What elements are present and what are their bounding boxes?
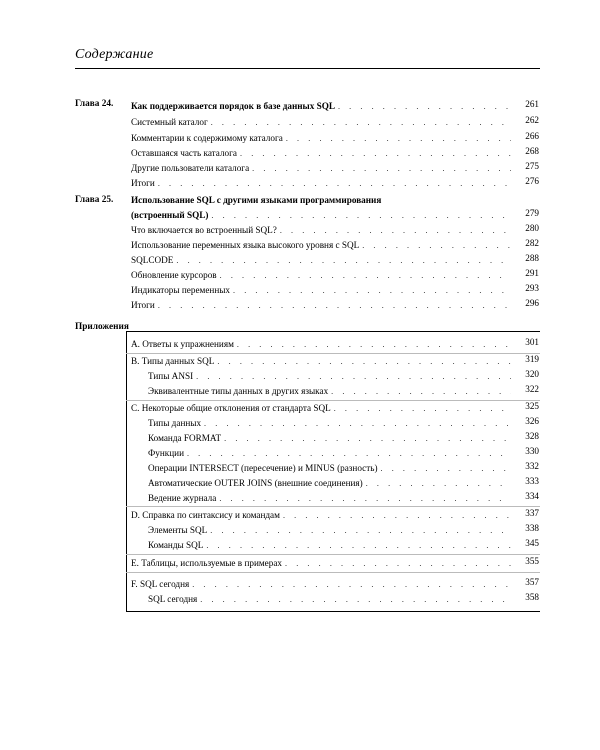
toc-item[interactable] bbox=[0, 415, 600, 428]
dot-leader bbox=[338, 98, 511, 113]
page-number: 268 bbox=[525, 146, 539, 156]
dot-leader bbox=[286, 130, 511, 145]
toc-item[interactable] bbox=[0, 490, 600, 503]
page-number: 293 bbox=[525, 283, 539, 293]
dot-leader bbox=[233, 282, 511, 297]
toc-item-title: Обновление курсоров bbox=[131, 270, 217, 280]
dot-leader bbox=[240, 145, 511, 160]
toc-item-title: Операции INTERSECT (пересечение) и MINUS (разность) bbox=[148, 463, 378, 473]
toc-item[interactable] bbox=[0, 237, 600, 250]
toc-item-title: Использование переменных языка высокого уровня с SQL bbox=[131, 240, 360, 250]
page-number: 328 bbox=[525, 431, 539, 441]
page-number: 322 bbox=[525, 384, 539, 394]
toc-item-title: Типы ANSI bbox=[148, 371, 194, 381]
toc-item-title: Функции bbox=[148, 448, 184, 458]
toc-item-title: Индикаторы переменных bbox=[131, 285, 231, 295]
appendix-section-title: С. Некоторые общие отклонения от стандарта SQL bbox=[131, 403, 331, 413]
page-header-title: Содержание bbox=[75, 47, 154, 62]
dot-leader bbox=[219, 490, 511, 505]
dot-leader bbox=[187, 445, 511, 460]
toc-item[interactable] bbox=[0, 445, 600, 458]
appendix-section-row[interactable] bbox=[0, 555, 600, 568]
chapter-24-row[interactable] bbox=[0, 98, 600, 111]
chapter-title: Как поддерживается порядок в базе данных SQL bbox=[131, 101, 335, 111]
page-number: 288 bbox=[525, 253, 539, 263]
toc-item[interactable] bbox=[0, 522, 600, 535]
toc-item[interactable] bbox=[0, 460, 600, 473]
page-number: 357 bbox=[525, 577, 539, 587]
toc-item-title: Типы данных bbox=[148, 418, 202, 428]
toc-item-title: Другие пользователи каталога bbox=[131, 163, 250, 173]
dot-leader bbox=[211, 207, 511, 222]
appendix-frame-top bbox=[126, 331, 540, 332]
page-number: 345 bbox=[525, 538, 539, 548]
dot-leader bbox=[224, 430, 511, 445]
dot-leader bbox=[331, 383, 511, 398]
dot-leader bbox=[196, 368, 511, 383]
dot-leader bbox=[237, 336, 511, 351]
page-number: 266 bbox=[525, 131, 539, 141]
appendix-section-row[interactable] bbox=[0, 576, 600, 589]
page-number: 330 bbox=[525, 446, 539, 456]
appendix-section-title: В. Типы данных SQL bbox=[131, 356, 215, 366]
dot-leader bbox=[217, 353, 511, 368]
toc-item[interactable] bbox=[0, 160, 600, 173]
appendix-heading: Приложения bbox=[75, 322, 129, 332]
page-number: 320 bbox=[525, 369, 539, 379]
toc-item[interactable] bbox=[0, 175, 600, 188]
toc-item[interactable] bbox=[0, 145, 600, 158]
toc-item[interactable] bbox=[0, 591, 600, 604]
page-number: 319 bbox=[525, 354, 539, 364]
appendix-section-row[interactable] bbox=[0, 400, 600, 413]
page-number: 358 bbox=[525, 592, 539, 602]
dot-leader bbox=[285, 555, 511, 570]
appendix-section-title: Е. Таблицы, используемые в примерах bbox=[131, 558, 283, 568]
toc-item[interactable] bbox=[0, 252, 600, 265]
toc-item-title: Комментарии к содержимому каталога bbox=[131, 133, 283, 143]
page-number: 301 bbox=[525, 337, 539, 347]
page-number: 279 bbox=[525, 208, 539, 218]
toc-item-title: Ведение журнала bbox=[148, 493, 217, 503]
dot-leader bbox=[158, 297, 511, 312]
page-number: 296 bbox=[525, 298, 539, 308]
toc-item[interactable] bbox=[0, 130, 600, 143]
toc-item-title: Автоматические OUTER JOINS (внешние соединения) bbox=[148, 478, 363, 488]
page-number: 291 bbox=[525, 268, 539, 278]
dot-leader bbox=[252, 160, 511, 175]
dot-leader bbox=[176, 252, 511, 267]
page-number: 338 bbox=[525, 523, 539, 533]
chapter-25-row[interactable] bbox=[0, 194, 600, 207]
toc-item-title: Итоги bbox=[131, 300, 155, 310]
page-number: 332 bbox=[525, 461, 539, 471]
toc-item[interactable] bbox=[0, 222, 600, 235]
toc-item-title: SQLCODE bbox=[131, 255, 174, 265]
page-number: 334 bbox=[525, 491, 539, 501]
toc-item-title: Итоги bbox=[131, 178, 155, 188]
chapter-title-line2: (встроенный SQL) bbox=[131, 210, 209, 220]
appendix-section-row[interactable] bbox=[0, 336, 600, 349]
appendix-separator bbox=[126, 572, 540, 573]
toc-item-title: Команда FORMAT bbox=[148, 433, 222, 443]
dot-leader bbox=[280, 222, 511, 237]
toc-item[interactable] bbox=[0, 282, 600, 295]
dot-leader bbox=[211, 114, 511, 129]
page-number: 337 bbox=[525, 508, 539, 518]
toc-item-title: SQL сегодня bbox=[148, 594, 198, 604]
page-number: 355 bbox=[525, 556, 539, 566]
page-number: 280 bbox=[525, 223, 539, 233]
dot-leader bbox=[158, 175, 511, 190]
dot-leader bbox=[334, 400, 511, 415]
toc-item[interactable] bbox=[0, 368, 600, 381]
appendix-section-title: D. Справка по синтаксису и командам bbox=[131, 510, 280, 520]
toc-item-title: Что включается во встроенный SQL? bbox=[131, 225, 277, 235]
dot-leader bbox=[362, 237, 511, 252]
toc-item[interactable] bbox=[0, 383, 600, 396]
toc-item-title: Команды SQL bbox=[148, 540, 204, 550]
dot-leader bbox=[220, 267, 511, 282]
dot-leader bbox=[283, 507, 511, 522]
toc-item[interactable] bbox=[0, 297, 600, 310]
toc-item[interactable] bbox=[0, 475, 600, 488]
appendix-section-row[interactable] bbox=[0, 353, 600, 366]
chapter-label: Глава 24. bbox=[75, 99, 114, 109]
page-number: 261 bbox=[525, 99, 539, 109]
dot-leader bbox=[204, 415, 511, 430]
page-number: 282 bbox=[525, 238, 539, 248]
chapter-title-line1: Использование SQL с другими языками программирования bbox=[131, 195, 382, 205]
toc-item[interactable] bbox=[0, 537, 600, 550]
toc-item[interactable] bbox=[0, 267, 600, 280]
page-number: 275 bbox=[525, 161, 539, 171]
toc-item-title: Эквивалентные типы данных в других языках bbox=[148, 386, 329, 396]
dot-leader bbox=[206, 537, 511, 552]
page-number: 276 bbox=[525, 176, 539, 186]
dot-leader bbox=[210, 522, 511, 537]
dot-leader bbox=[200, 591, 511, 606]
chapter-25-row-cont[interactable] bbox=[0, 207, 600, 220]
chapter-label: Глава 25. bbox=[75, 195, 114, 205]
appendix-section-title: А. Ответы к упражнениям bbox=[131, 339, 234, 349]
page-number: 333 bbox=[525, 476, 539, 486]
toc-item-title: Системный каталог bbox=[131, 117, 208, 127]
appendix-frame-bottom bbox=[126, 611, 540, 612]
page-number: 326 bbox=[525, 416, 539, 426]
appendix-section-title: F. SQL сегодня bbox=[131, 579, 190, 589]
page-number: 262 bbox=[525, 115, 539, 125]
page-number: 325 bbox=[525, 401, 539, 411]
dot-leader bbox=[366, 475, 511, 490]
toc-item-title: Оставшаяся часть каталога bbox=[131, 148, 237, 158]
toc-item-title: Элементы SQL bbox=[148, 525, 208, 535]
toc-item[interactable] bbox=[0, 114, 600, 127]
dot-leader bbox=[381, 460, 511, 475]
toc-item[interactable] bbox=[0, 430, 600, 443]
appendix-section-row[interactable] bbox=[0, 507, 600, 520]
dot-leader bbox=[192, 576, 511, 591]
